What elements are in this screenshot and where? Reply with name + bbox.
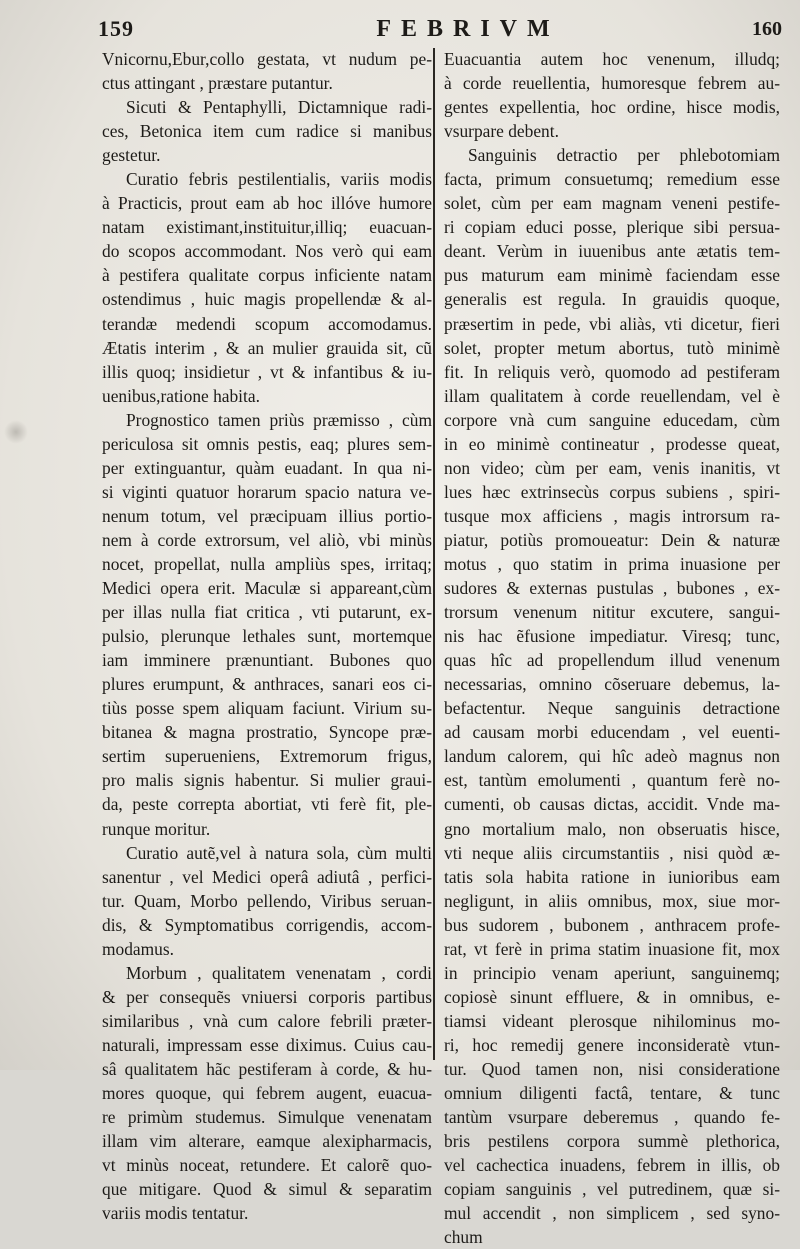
right-text-column	[444, 47, 780, 1249]
text-line: cumenti, ob causas dictas, accidit. Vnde ma-	[444, 794, 780, 815]
text-line: illam qualitatem à corde reuellendam, vel è	[444, 385, 780, 406]
text-line: tur. Quam, Morbo pellendo, Viribus seruan-	[102, 890, 432, 911]
text-line: vel cachectica inuadens, febrem in illis, ob	[444, 1155, 780, 1176]
text-line: runque moritur.	[102, 818, 211, 839]
text-line: tusque mox afficiens , magis introrsum ra-	[444, 505, 780, 526]
text-line: fit. In reliquis verò, quomodo ad pestiferam	[444, 361, 780, 382]
text-line: pus maturum eam minimè faciendam esse	[444, 265, 780, 286]
text-line: nocet, propellat, nulla ampliùs spes, irritaq;	[102, 553, 432, 574]
text-line: illis quoq; insidietur , vt & infantibus & iu-	[102, 361, 432, 382]
text-line: Sanguinis detractio per phlebotomiam	[468, 145, 780, 166]
text-line: à Practicis, prout eam ab hoc illóve humore	[102, 193, 432, 214]
text-line: uenibus,ratione habita.	[102, 385, 260, 406]
text-line: Medici opera erit. Maculæ si appareant,cùm	[102, 578, 432, 599]
text-line: vsurpare debent.	[444, 121, 559, 142]
text-line: landum calorem, qui hîc adeò magnus non	[444, 746, 780, 767]
text-line: omnium diligenti factâ, tentare, & tunc	[444, 1083, 780, 1104]
text-line: quas hîc ad propellendum illud venenum	[444, 650, 780, 671]
text-line: à corde reuellentia, humoresque febrem au-	[444, 73, 780, 94]
running-head: FEBRIVM	[376, 16, 560, 42]
text-line: nem à corde extrorsum, vel aliò, vbi minùs	[102, 529, 432, 550]
text-line: vt minùs noceat, retundere. Et calorẽ quo-	[102, 1155, 432, 1176]
text-line: trorsum venenum nititur excutere, sangui-	[444, 602, 780, 623]
text-line: dis, & Symptomatibus corrigendis, accom-	[102, 914, 432, 935]
text-line: mul accendit , non simplicem , sed syno-	[444, 1203, 780, 1224]
left-text-column	[102, 47, 432, 1225]
text-line: pro malis signis habentur. Si mulier graui-	[102, 770, 432, 791]
text-line: que mitigare. Quod & simul & separatim	[102, 1179, 432, 1200]
text-line: Euacuantia autem hoc venenum, illudq;	[444, 49, 780, 69]
text-line: da, peste correpta abortiat, vti ferè fit, ple-	[102, 794, 432, 815]
text-line: bris pestilens corpora summè plethorica,	[444, 1131, 780, 1152]
text-line: tantùm vsurpare deberemus , quando fe-	[444, 1107, 780, 1128]
text-line: copiam sanguinis , vel putredinem, quæ si-	[444, 1179, 780, 1200]
text-line: motus , quo statim in prima inuasione per	[444, 553, 780, 574]
text-line: negligunt, in aliis omnibus, mox, siue mor-	[444, 890, 780, 911]
text-line: copiosè sinunt effluere, & in omnibus, e-	[444, 986, 780, 1007]
text-line: periculosa sit omnis pestis, eaq; plures sem-	[102, 433, 432, 454]
text-line: gentes expellentia, hoc ordine, hisce modis,	[444, 97, 780, 118]
text-line: deant. Verùm in iuuenibus ante ætatis tem-	[444, 241, 780, 262]
text-line: per extinguantur, quàm euadant. In qua ni-	[102, 457, 432, 478]
text-line: tur. Quod tamen non, nisi consideratione	[444, 1058, 780, 1079]
text-line: Prognostico tamen priùs præmisso , cùm	[126, 409, 432, 430]
text-line: sanentur , vel Medici operâ adiutâ , perfici-	[102, 866, 432, 887]
text-line: terandæ medendi scopum accomodamus.	[102, 313, 432, 334]
text-line: sudores & externas pustulas , bubones , ex-	[444, 578, 780, 599]
folio-number-right: 160	[752, 18, 782, 40]
text-line: lues hæc extrinsecùs corpus subiens , spiri-	[444, 481, 780, 502]
text-line: chum	[444, 1227, 483, 1248]
text-line: sâ qualitatem hãc pestiferam à corde, & hu-	[102, 1058, 432, 1079]
text-line: variis modis tentatur.	[102, 1203, 249, 1224]
text-line: ri, hoc remedij genere inconsideratè vtun-	[444, 1034, 780, 1055]
text-line: natam existimant,instituitur,illiq; euacuan-	[102, 217, 432, 238]
text-line: si viginti quatuor horarum spacio natura ve-	[102, 481, 432, 502]
text-line: sertim superueniens, Extremorum frigus,	[102, 746, 432, 767]
text-line: solet, propter metum abortus, tutò minimè	[444, 337, 780, 358]
text-line: gestetur.	[102, 145, 161, 166]
text-line: facta, primum consuetumq; remedium esse	[444, 169, 780, 190]
text-line: nenum totum, vel præcipuam illius portio-	[102, 505, 432, 526]
text-line: Vnicornu,Ebur,collo gestata, vt nudum pe-	[102, 49, 432, 69]
text-line: rat, vt ferè in prima statim inuasione fit, mox	[444, 938, 780, 959]
text-line: mores quoque, qui febrem augent, euacua-	[102, 1083, 432, 1104]
text-line: in principio venam aperiunt, sanguinemq;	[444, 962, 780, 983]
text-line: ctus attingant , præstare putantur.	[102, 73, 333, 94]
text-line: & per consequẽs vniuersi corporis partibus	[102, 986, 432, 1007]
text-line: est, tantùm emolumenti , quantum ferè no-	[444, 770, 780, 791]
page-header	[98, 16, 788, 46]
text-line: re primùm studemus. Simulque venenatam	[102, 1107, 432, 1128]
text-line: non video; cùm per eam, venis inanitis, vt	[444, 457, 780, 478]
text-line: Curatio autẽ,vel à natura sola, cùm multi	[126, 842, 432, 863]
text-line: tiamsi videant plerosque nihilominus mo-	[444, 1010, 780, 1031]
text-line: Morbum , qualitatem venenatam , cordi	[126, 962, 432, 983]
text-line: Ætatis interim , & an mulier grauida sit, cũ	[102, 337, 432, 358]
text-line: præsertim in pede, vbi aliàs, vti dicetur, fieri	[444, 313, 780, 334]
text-line: plures erumpunt, & anthraces, sanari eos ci-	[102, 674, 432, 695]
text-line: necessarias, omnino cõseruare debemus, la-	[444, 674, 780, 695]
text-line: gno mortalium malo, non obseruatis hisce,	[444, 818, 780, 839]
text-line: nis hac ẽfusione impediatur. Viresq; tunc,	[444, 626, 780, 647]
text-line: vti neque aliis circumstantiis , nisi quòd æ-	[444, 842, 780, 863]
text-line: bitanea & magna prostratio, Syncope præ-	[102, 722, 432, 743]
text-line: do scopos accommodant. Nos verò qui eam	[102, 241, 432, 262]
text-line: similaribus , vnà cum calore febrili præter-	[102, 1010, 432, 1031]
paper-stain	[4, 420, 28, 444]
text-line: befactentur. Neque sanguinis detractione	[444, 698, 780, 719]
text-line: bus sudorem , bubonem , anthracem profe-	[444, 914, 780, 935]
text-line: ri copiam educi posse, plerique sibi persua-	[444, 217, 780, 238]
text-line: corpore vnà cum sanguine educedam, cùm	[444, 409, 780, 430]
text-line: solet, cùm per eam magnam veneni pestife-	[444, 193, 780, 214]
text-line: generalis est regula. In grauidis quoque,	[444, 289, 780, 310]
text-line: piatur, potiùs promoueatur: Dein & naturæ	[444, 529, 780, 550]
text-line: tatis sola habita ratione in iunioribus eam	[444, 866, 780, 887]
text-line: pulsio, plerunque lethales sunt, mortemque	[102, 626, 432, 647]
text-line: à pestifera qualitate corpus inficiente natam	[102, 265, 432, 286]
text-line: iam imminere prænuntiant. Bubones quo	[102, 650, 432, 671]
text-line: Curatio febris pestilentialis, variis modis	[126, 169, 432, 190]
text-line: Sicuti & Pentaphylli, Dictamnique radi-	[126, 97, 432, 118]
text-line: illam vim alterare, eamque alexipharmacis,	[102, 1131, 432, 1152]
folio-number-left: 159	[98, 16, 134, 41]
text-line: ad causam morbi educendam , vel euenti-	[444, 722, 780, 743]
column-divider	[433, 48, 435, 1060]
text-line: modamus.	[102, 938, 174, 959]
text-line: ces, Betonica item cum radice si manibus	[102, 121, 432, 142]
text-line: in eo minimè contineatur , prodesse queat,	[444, 433, 780, 454]
text-line: per illas nulla fiat critica , vti putarunt, ex-	[102, 602, 432, 623]
text-line: tiùs posse spem aliquam faciunt. Virium su-	[102, 698, 432, 719]
text-line: naturali, impressam esse diximus. Cuius cau-	[102, 1034, 432, 1055]
text-line: ostendimus , huic magis propellendæ & al-	[102, 289, 432, 310]
